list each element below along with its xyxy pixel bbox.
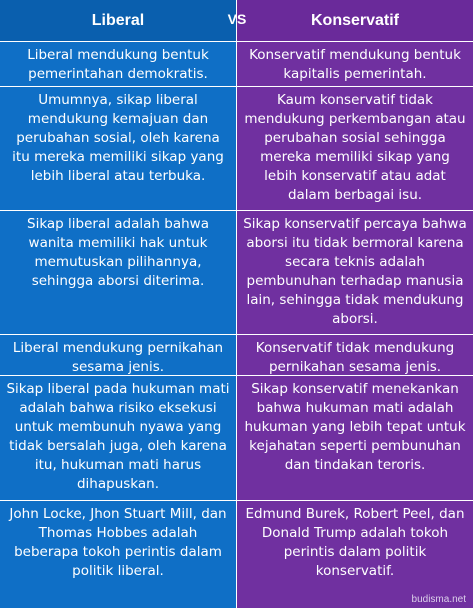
konservatif-cell-5: Sikap konservatif menekankan bahwa hukuman mati adalah hukuman yang lebih tepat untuk kejahatan seperti pembunuhan dan tindakan teroris. [237,376,474,501]
konservatif-cell-3: Sikap konservatif percaya bahwa aborsi itu tidak bermoral karena secara teknis adalah pembunuhan terhadap manusia lain, sehingga tidak mendukung aborsi. [237,211,474,335]
header-liberal: Liberal [0,0,237,42]
liberal-cell-2: Umumnya, sikap liberal mendukung kemajuan dan perubahan sosial, oleh karena itu mereka memiliki sikap yang lebih liberal atau terbuka. [0,87,237,211]
liberal-cell-3: Sikap liberal adalah bahwa wanita memiliki hak untuk memutuskan pilihannya, sehingga aborsi diterima. [0,211,237,335]
liberal-cell-6: John Locke, Jhon Stuart Mill, dan Thomas Hobbes adalah beberapa tokoh perintis dalam politik liberal. [0,501,237,609]
header-konservatif: Konservatif [237,0,474,42]
watermark: budisma.net [411,594,466,605]
liberal-cell-4: Liberal mendukung pernikahan sesama jenis. [0,335,237,376]
vs-label: VS [227,11,247,27]
konservatif-cell-4: Konservatif tidak mendukung pernikahan sesama jenis. [237,335,474,376]
konservatif-cell-1: Konservatif mendukung bentuk kapitalis pemerintah. [237,42,474,87]
liberal-cell-1: Liberal mendukung bentuk pemerintahan demokratis. [0,42,237,87]
liberal-cell-5: Sikap liberal pada hukuman mati adalah bahwa risiko eksekusi untuk membunuh nyawa yang tidak bersalah juga, oleh karena itu, hukuman mati harus dihapuskan. [0,376,237,501]
konservatif-cell-6: Edmund Burek, Robert Peel, dan Donald Trump adalah tokoh perintis dalam politik konservatif. [237,501,474,609]
konservatif-cell-2: Kaum konservatif tidak mendukung perkembangan atau perubahan sosial sehingga mereka memiliki sikap yang lebih konservatif atau adat dalam berbagai isu. [237,87,474,211]
